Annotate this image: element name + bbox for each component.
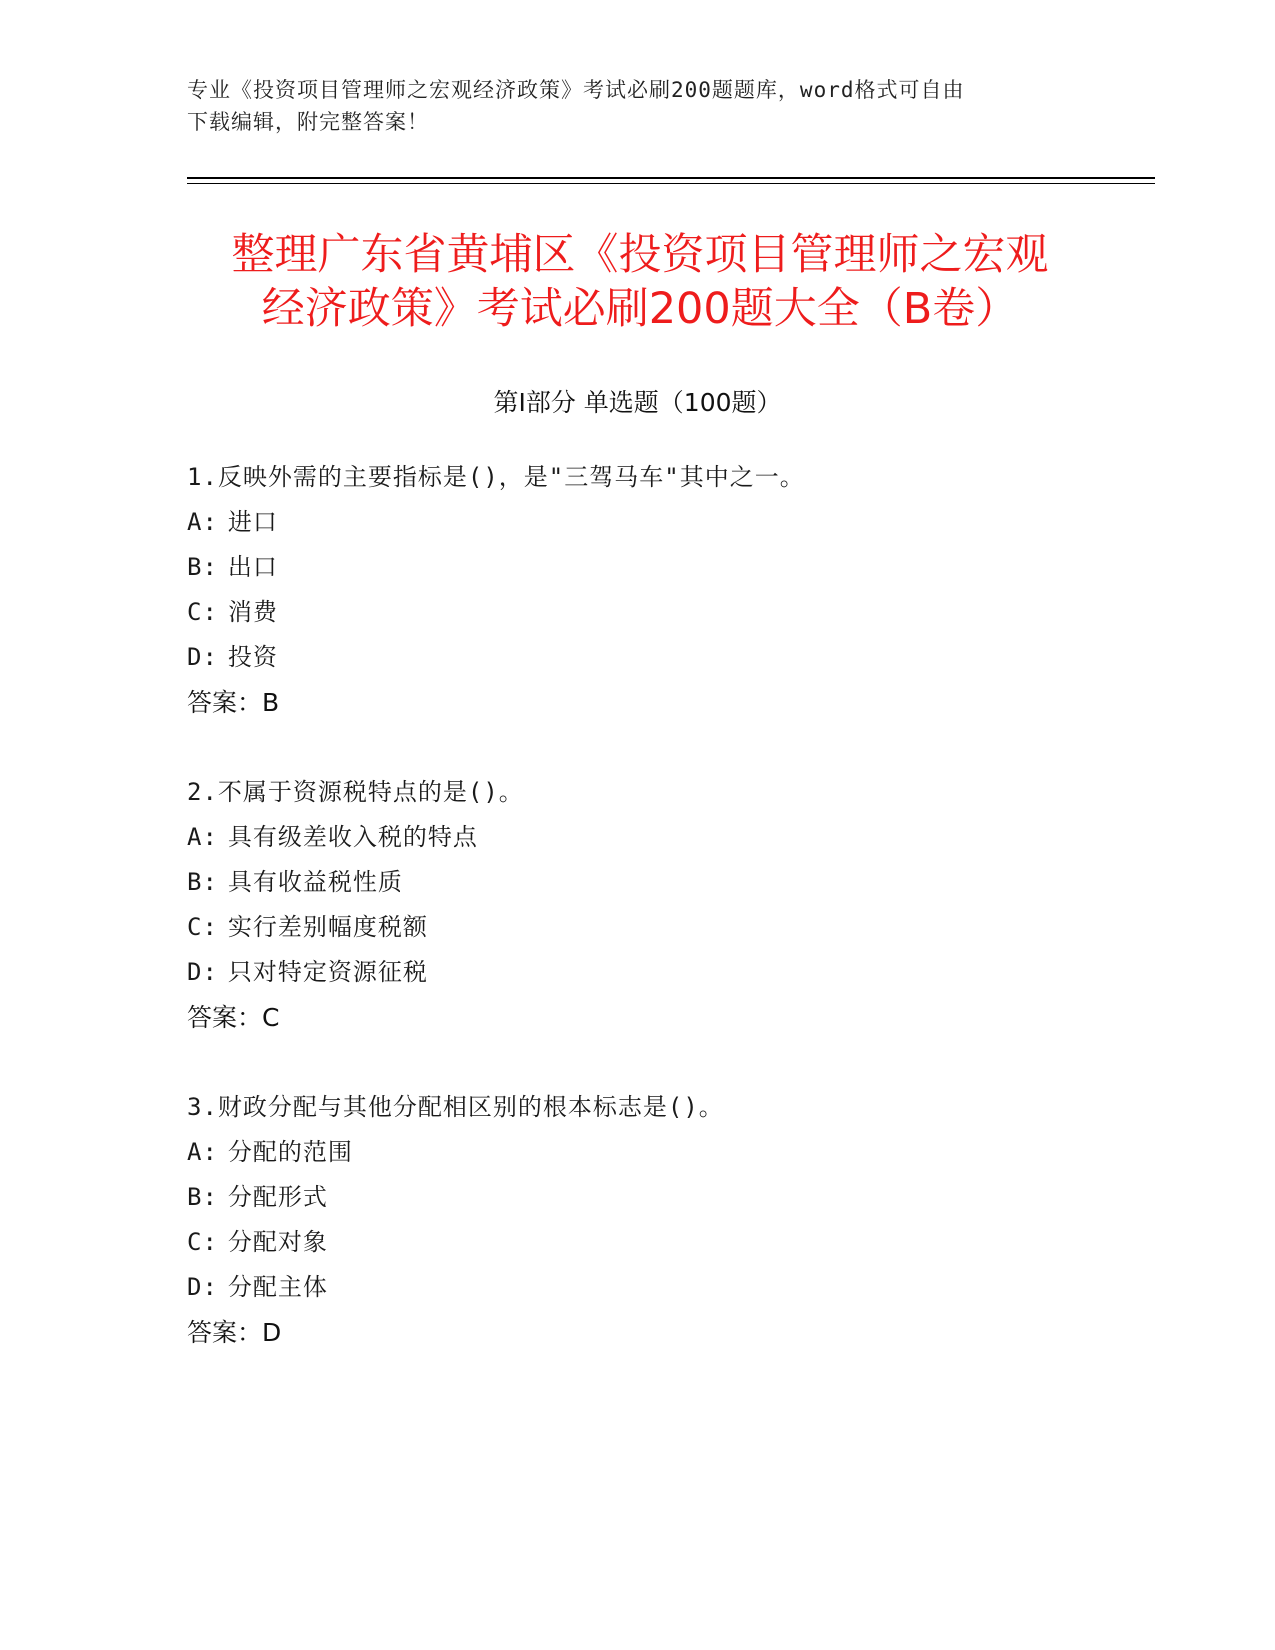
question-1 bbox=[187, 455, 1137, 725]
question-3 bbox=[187, 1085, 1137, 1355]
answer: 答案：D bbox=[187, 1318, 282, 1347]
option-text: 只对特定资源征税 bbox=[227, 958, 428, 986]
question-stem: 2.不属于资源税特点的是()。 bbox=[187, 778, 524, 806]
document-title bbox=[190, 228, 1090, 336]
option-c bbox=[187, 590, 1137, 635]
option-label: D: bbox=[187, 958, 218, 986]
option-label: C: bbox=[187, 1228, 218, 1256]
option-text: 投资 bbox=[227, 643, 278, 671]
option-text: 具有收益税性质 bbox=[227, 868, 403, 896]
question-stem: 1.反映外需的主要指标是()，是"三驾马车"其中之一。 bbox=[187, 463, 805, 491]
header-divider-thick bbox=[187, 177, 1155, 179]
option-label: B: bbox=[187, 868, 218, 896]
option-label: D: bbox=[187, 1273, 218, 1301]
option-text: 消费 bbox=[227, 598, 278, 626]
option-label: A: bbox=[187, 508, 218, 536]
option-label: A: bbox=[187, 823, 218, 851]
option-text: 分配主体 bbox=[227, 1273, 328, 1301]
option-label: C: bbox=[187, 598, 218, 626]
option-d bbox=[187, 1265, 1137, 1310]
option-text: 出口 bbox=[227, 553, 278, 581]
document-title-line-1: 整理广东省黄埔区《投资项目管理师之宏观 bbox=[231, 230, 1049, 280]
option-b bbox=[187, 545, 1137, 590]
option-c bbox=[187, 1220, 1137, 1265]
option-text: 分配的范围 bbox=[227, 1138, 353, 1166]
option-c bbox=[187, 905, 1137, 950]
option-text: 进口 bbox=[227, 508, 278, 536]
option-a bbox=[187, 815, 1137, 860]
question-stem: 3.财政分配与其他分配相区别的根本标志是()。 bbox=[187, 1093, 724, 1121]
option-text: 分配对象 bbox=[227, 1228, 328, 1256]
option-d bbox=[187, 950, 1137, 995]
header-note-line-2: 下载编辑，附完整答案！ bbox=[187, 110, 429, 134]
header-divider-thin bbox=[187, 183, 1155, 184]
answer: 答案：C bbox=[187, 1003, 280, 1032]
option-b bbox=[187, 860, 1137, 905]
answer: 答案：B bbox=[187, 688, 280, 717]
option-label: B: bbox=[187, 1183, 218, 1211]
option-text: 分配形式 bbox=[227, 1183, 328, 1211]
option-label: A: bbox=[187, 1138, 218, 1166]
option-b bbox=[187, 1175, 1137, 1220]
option-a bbox=[187, 1130, 1137, 1175]
option-d bbox=[187, 635, 1137, 680]
option-label: D: bbox=[187, 643, 218, 671]
header-note-line-1: 专业《投资项目管理师之宏观经济政策》考试必刷200题题库，word格式可自由 bbox=[187, 78, 965, 102]
option-text: 实行差别幅度税额 bbox=[227, 913, 428, 941]
header-note bbox=[187, 74, 1067, 138]
document-title-line-2: 经济政策》考试必刷200题大全（B卷） bbox=[261, 284, 1019, 334]
option-text: 具有级差收入税的特点 bbox=[227, 823, 478, 851]
question-2 bbox=[187, 770, 1137, 1040]
option-a bbox=[187, 500, 1137, 545]
option-label: C: bbox=[187, 913, 218, 941]
section-heading: 第Ⅰ部分 单选题（100题） bbox=[493, 388, 782, 417]
option-label: B: bbox=[187, 553, 218, 581]
